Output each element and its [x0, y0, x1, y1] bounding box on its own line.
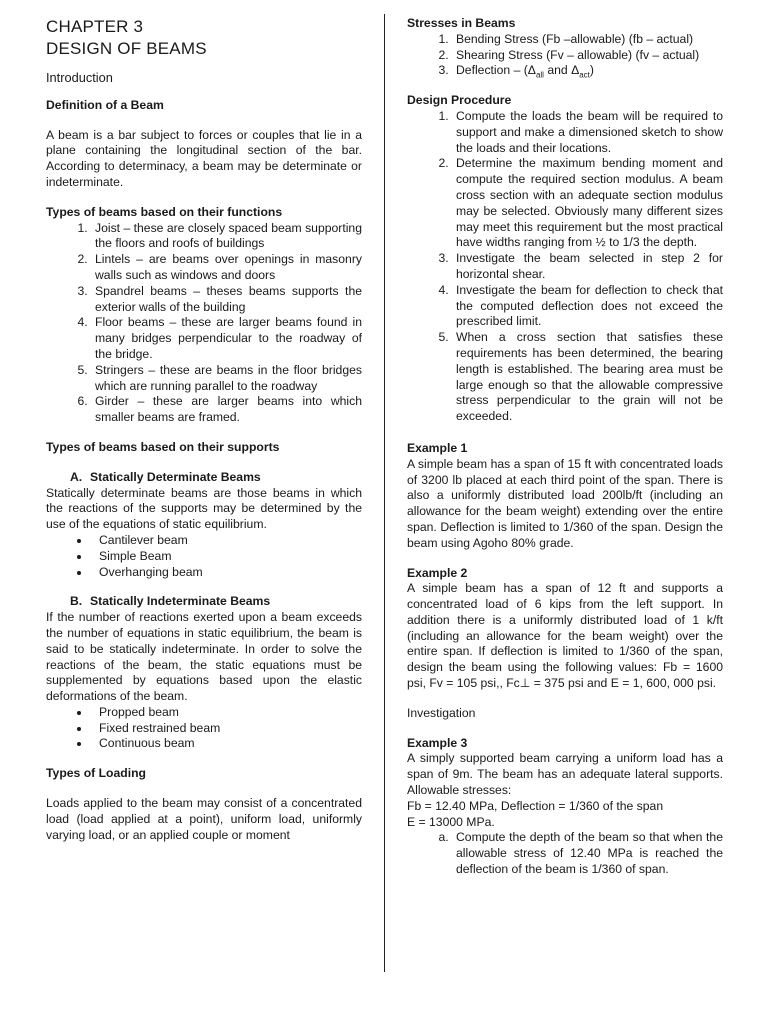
example3-text: A simply supported beam carrying a uniform load has a span of 9m. The beam has an adequate lateral supports. Allowable stresses: [407, 751, 723, 798]
list-item: 3. Investigate the beam selected in step 2 for horizontal shear. [452, 251, 723, 283]
indeterminate-text: If the number of reactions exerted upon a beam exceeds the number of equations in static equilibrium, the beam is said to be statically indeterminate. In order to solve the reactions of the beam, the static equations must be supplemented by equations based upon the elastic deformations of the beam. [46, 610, 362, 704]
column-divider [384, 14, 385, 972]
determinate-list [46, 533, 362, 580]
deflection-sub-act: act [579, 70, 590, 80]
list-item: 5. When a cross section that satisfies these requirements has been determined, the bearing length is established. The bearing area must be large enough so that the allowable compressive stress perpendicular to the grain will not be exceeded. [452, 330, 723, 425]
functions-list [46, 221, 362, 426]
deflection-sub-all: all [535, 70, 544, 80]
list-item: 1. Compute the loads the beam will be required to support and make a dimensioned sketch to show the loads and their locations. [452, 109, 723, 156]
example2-text: A simple beam has a span of 12 ft and supports a concentrated load of 6 kips from the left support. In addition there is a uniformly distributed load of 1 k/ft (including an allowance for the beam weight) over the entire span. If deflection is limited to 1/360 of the span, design the beam using the following values: Fb = 1600 psi, Fv = 105 psi,, Fc⊥ = 375 psi and E = 1, 600, 000 psi. [407, 581, 723, 691]
list-item: a. Compute the depth of the beam so that when the allowable stress of 12.40 MPa is reached the deflection of the beam is 1/360 of span. [452, 830, 723, 877]
list-item: 1. Joist – these are closely spaced beam supporting the floors and roofs of buildings [91, 221, 362, 253]
list-item: • Continuous beam [91, 736, 362, 752]
list-item [452, 63, 723, 79]
list-item: 4. Floor beams – these are larger beams found in many bridges perpendicular to the roadway of the bridge. [91, 315, 362, 362]
example1-heading: Example 1 [407, 440, 468, 455]
list-item: 1. Bending Stress (Fb –allowable) (fb – actual) [452, 32, 723, 48]
definition-heading: Definition of a Beam [46, 97, 164, 112]
list-item: 2. Determine the maximum bending moment and compute the required section modulus. A beam cross section with an adequate section modulus may be selected. Obviously many different sizes may meet this requirement but the most practical have widths ranging from ½ to 1/3 the depth. [452, 156, 723, 251]
example3-heading: Example 3 [407, 735, 468, 750]
determinate-title: Statically Determinate Beams [90, 469, 261, 484]
list-item: 2. Shearing Stress (Fv – allowable) (fv – actual) [452, 48, 723, 64]
indeterminate-heading [46, 594, 362, 610]
right-column [407, 16, 723, 878]
indeterminate-label: B. [70, 594, 83, 609]
chapter-number: CHAPTER 3 [46, 17, 144, 36]
deflection-text-mid: and Δ [543, 63, 580, 78]
loading-text: Loads applied to the beam may consist of a concentrated load (load applied at a point), uniform load, uniformly varying load, or an applied couple or moment [46, 796, 362, 842]
deflection-text: Deflection – (Δ [456, 63, 536, 78]
list-item: 5. Stringers – these are beams in the floor bridges which are running parallel to the roadway [91, 363, 362, 395]
supports-heading: Types of beams based on their supports [46, 439, 280, 454]
stresses-list [407, 32, 723, 79]
example2-heading: Example 2 [407, 565, 468, 580]
list-item: 4. Investigate the beam for deflection to check that the computed deflection does not exceed the prescribed limit. [452, 283, 723, 330]
example1-text: A simple beam has a span of 15 ft with concentrated loads of 3200 lb placed at each third point of the span. There is also a uniformly distributed load 200lb/ft (including an allowance for the beam weight) extending over the entire span. Deflection is limited to 1/360 of the span. Design the beam using Agoho 80% grade. [407, 456, 723, 550]
investigation-label: Investigation [407, 705, 476, 720]
list-item: • Overhanging beam [91, 565, 362, 581]
chapter-title: DESIGN OF BEAMS [46, 39, 207, 58]
definition-text: A beam is a bar subject to forces or couples that lie in a plane containing the longitudinal section of the bar. According to determinacy, a beam may be determinate or indeterminate. [46, 127, 362, 189]
procedure-heading: Design Procedure [407, 93, 512, 108]
list-item: 6. Girder – these are larger beams into which smaller beams are framed. [91, 394, 362, 426]
example3-modulus: E = 13000 MPa. [407, 814, 495, 829]
determinate-heading [46, 470, 362, 486]
loading-heading: Types of Loading [46, 766, 146, 781]
list-item: • Cantilever beam [91, 533, 362, 549]
indeterminate-title: Statically Indeterminate Beams [90, 594, 271, 609]
deflection-text-end: ) [589, 63, 594, 78]
example3-stresses: Fb = 12.40 MPa, Deflection = 1/360 of the span [407, 798, 664, 813]
list-item: 3. Spandrel beams – theses beams supports the exterior walls of the building [91, 284, 362, 316]
stresses-heading: Stresses in Beams [407, 16, 516, 30]
list-item: • Fixed restrained beam [91, 721, 362, 737]
left-column [46, 16, 362, 843]
functions-heading: Types of beams based on their functions [46, 204, 283, 219]
example3-list [407, 830, 723, 877]
list-item: • Propped beam [91, 705, 362, 721]
list-item: • Simple Beam [91, 549, 362, 565]
list-item: 2. Lintels – are beams over openings in masonry walls such as windows and doors [91, 252, 362, 284]
introduction-heading: Introduction [46, 70, 113, 85]
procedure-list [407, 109, 723, 425]
indeterminate-list [46, 705, 362, 752]
determinate-label: A. [70, 469, 83, 484]
determinate-text: Statically determinate beams are those beams in which the reactions of the supports may be determined by the use of the equations of static equilibrium. [46, 485, 362, 532]
